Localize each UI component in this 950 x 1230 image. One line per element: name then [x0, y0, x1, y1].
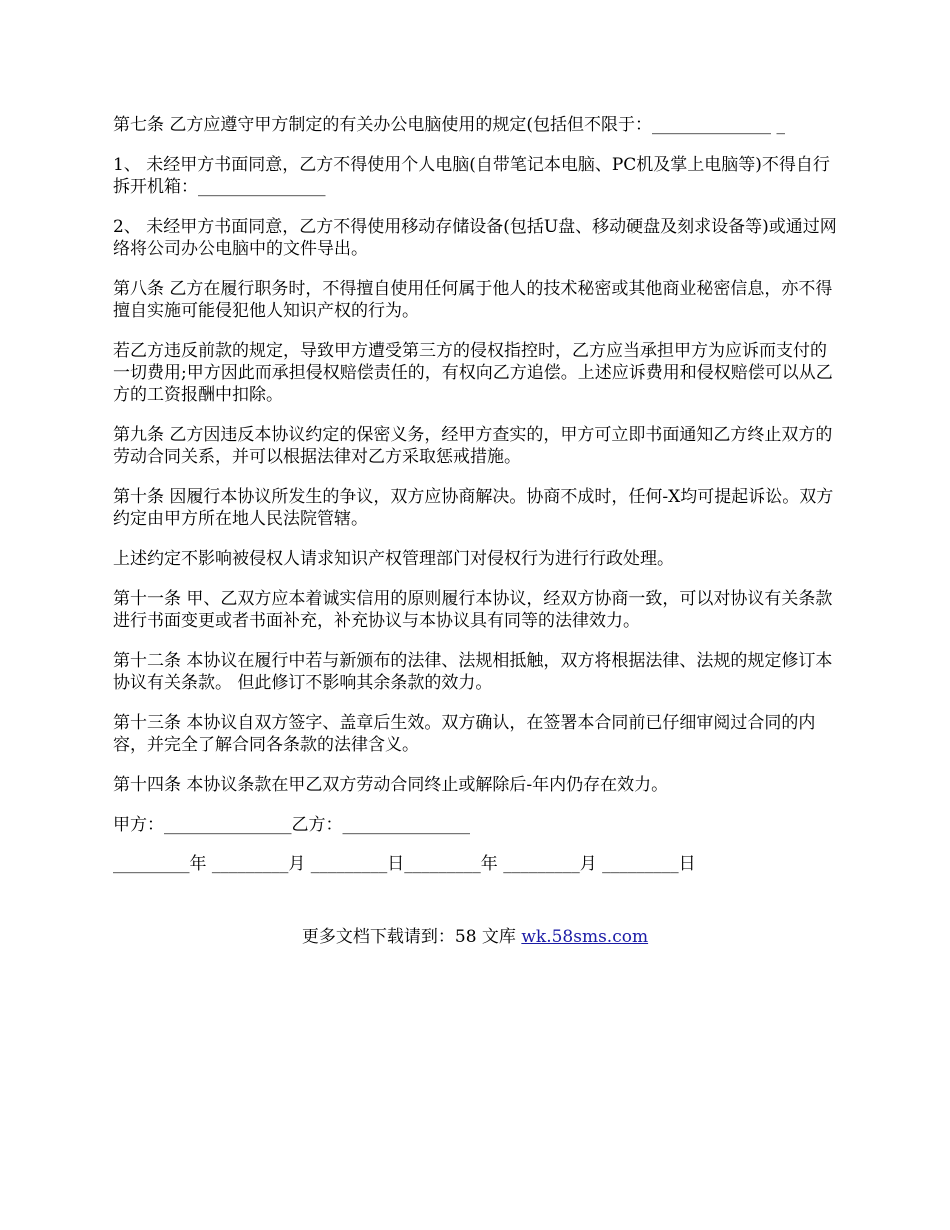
document-body — [113, 114, 843, 895]
article-7-item-1: 1、 未经甲方书面同意，乙方不得使用个人电脑(自带笔记本电脑、PC机及掌上电脑等)不得自行拆开机箱：_______________ — [113, 155, 830, 197]
article-8-liability: 若乙方违反前款的规定，导致甲方遭受第三方的侵权指控时，乙方应当承担甲方为应诉而支付的一切费用;甲方因此而承担侵权赔偿责任的，有权向乙方追偿。上述应诉费用和侵权赔偿可以从乙方的工资报酬中扣除。 — [113, 341, 833, 405]
article-7: 第七条 乙方应遵守甲方制定的有关办公电脑使用的规定(包括但不限于：______________ _ — [113, 115, 785, 135]
footer-text: 更多文档下载请到：58 文库 — [301, 927, 522, 947]
footer-link[interactable]: wk.58sms.com — [521, 927, 649, 947]
article-10: 第十条 因履行本协议所发生的争议，双方应协商解决。协商不成时，任何-X均可提起诉讼。双方约定由甲方所在地人民法院管辖。 — [113, 487, 834, 529]
article-13: 第十三条 本协议自双方签字、盖章后生效。双方确认，在签署本合同前已仔细审阅过合同的内容，并完全了解合同各条款的法律含义。 — [113, 713, 816, 755]
article-14: 第十四条 本协议条款在甲乙双方劳动合同终止或解除后-年内仍存在效力。 — [113, 775, 669, 795]
article-12: 第十二条 本协议在履行中若与新颁布的法律、法规相抵触，双方将根据法律、法规的规定修订本协议有关条款。 但此修订不影响其余条款的效力。 — [113, 651, 833, 693]
signature-line: 甲方：_______________乙方：_______________ — [113, 815, 470, 835]
footer — [0, 926, 950, 948]
article-7-item-2: 2、 未经甲方书面同意，乙方不得使用移动存储设备(包括U盘、移动硬盘及刻求设备等)或通过网络将公司办公电脑中的文件导出。 — [113, 217, 837, 259]
date-line: _________年 _________月 _________日_________年 _________月 _________日 — [113, 854, 696, 874]
article-8: 第八条 乙方在履行职务时，不得擅自使用任何属于他人的技术秘密或其他商业秘密信息，亦不得擅自实施可能侵犯他人知识产权的行为。 — [113, 279, 833, 321]
article-10-note: 上述约定不影响被侵权人请求知识产权管理部门对侵权行为进行行政处理。 — [113, 549, 674, 569]
article-11: 第十一条 甲、乙双方应本着诚实信用的原则履行本协议，经双方协商一致，可以对协议有关条款进行书面变更或者书面补充，补充协议与本协议具有同等的法律效力。 — [113, 589, 833, 631]
article-9: 第九条 乙方因违反本协议约定的保密义务，经甲方查实的，甲方可立即书面通知乙方终止双方的劳动合同关系，并可以根据法律对乙方采取惩戒措施。 — [113, 425, 833, 467]
